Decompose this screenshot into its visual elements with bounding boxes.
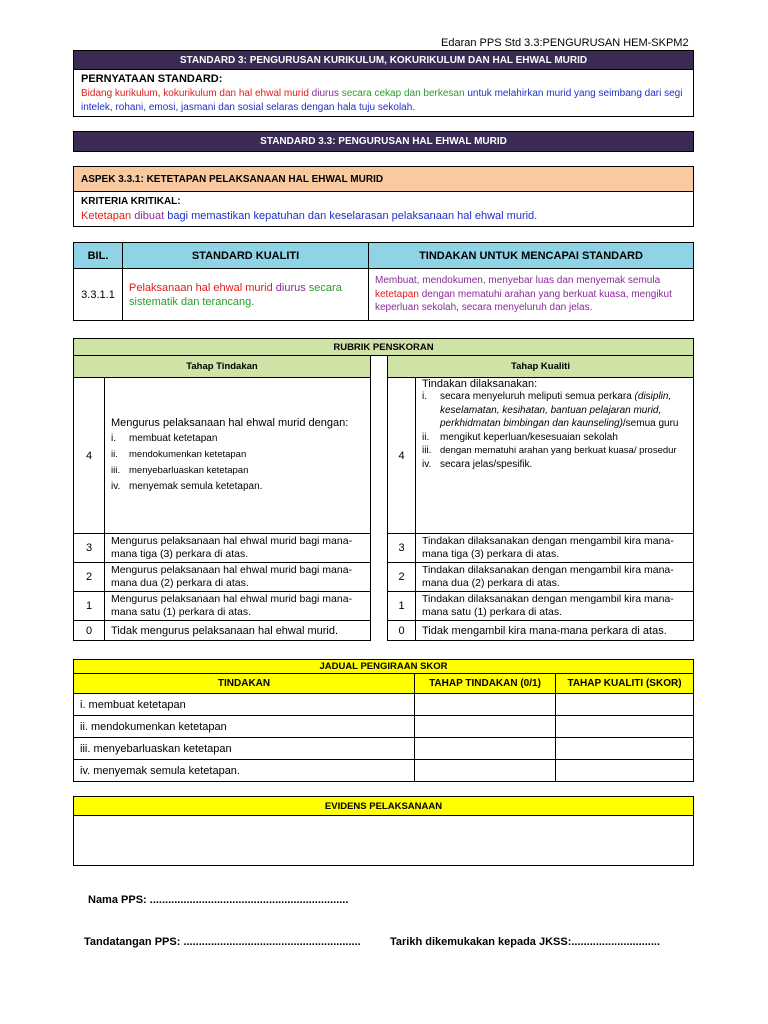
col-tindakan-score: TINDAKAN	[74, 674, 415, 694]
score-1-left: 1	[74, 592, 105, 621]
right-score3-description: Tindakan dilaksanakan dengan mengambil kira mana-mana tiga (3) perkara di atas.	[416, 534, 694, 563]
tindakan-text: Membuat, mendokumen, menyebar luas dan menyemak semula ketetapan dengan mematuhi arahan yang berkuat kuasa, mengikut keperluan sekolah, secara menyeluruh dan jelas.	[369, 269, 694, 321]
tarikh-line: Tarikh dikemukakan kepada JKSS:.............................	[390, 936, 661, 948]
tahap-kualiti-cell[interactable]	[556, 738, 694, 760]
score-0-left: 0	[74, 621, 105, 641]
score-3-left: 3	[74, 534, 105, 563]
left-score2-description: Mengurus pelaksanaan hal ehwal murid bagi mana-mana dua (2) perkara di atas.	[105, 563, 371, 592]
col-standard-kualiti: STANDARD KUALITI	[123, 243, 369, 269]
score-3-right: 3	[388, 534, 416, 563]
tarikh-field[interactable]: .............................	[571, 936, 661, 948]
rubric-right-table	[387, 355, 694, 641]
evidence-block	[73, 796, 694, 866]
score-2-right: 2	[388, 563, 416, 592]
statement-label: PERNYATAAN STANDARD:	[81, 73, 223, 85]
score-table-title: JADUAL PENGIRAAN SKOR	[74, 660, 694, 674]
nama-pps-line: Nama PPS: .................................................................	[88, 894, 349, 906]
document-reference: Edaran PPS Std 3.3:PENGURUSAN HEM-SKPM2	[441, 37, 689, 49]
tahap-tindakan-cell[interactable]	[415, 738, 556, 760]
standard33-title: STANDARD 3.3: PENGURUSAN HAL EHWAL MURID	[73, 131, 694, 152]
rubric-left-table	[73, 355, 371, 641]
left-score0-description: Tidak mengurus pelaksanaan hal ehwal murid.	[105, 621, 371, 641]
col-tahap-tindakan: TAHAP TINDAKAN (0/1)	[415, 674, 556, 694]
score-table	[73, 659, 694, 782]
col-tahap-kualiti: TAHAP KUALITI (SKOR)	[556, 674, 694, 694]
score-4-left: 4	[74, 378, 105, 534]
tahap-kualiti-cell[interactable]	[556, 694, 694, 716]
evidence-input-area[interactable]	[74, 816, 693, 866]
bil-value: 3.3.1.1	[74, 269, 123, 321]
tandatangan-pps-line: Tandatangan PPS: ..........................................................	[84, 936, 361, 948]
score-4-right: 4	[388, 378, 416, 534]
evidence-title: EVIDENS PELAKSANAAN	[74, 797, 693, 816]
standard-kualiti-text: Pelaksanaan hal ehwal murid diurus secara sistematik dan terancang.	[123, 269, 369, 321]
score-2-left: 2	[74, 563, 105, 592]
tahap-tindakan-cell[interactable]	[415, 716, 556, 738]
right-score1-description: Tindakan dilaksanakan dengan mengambil kira mana-mana satu (1) perkara di atas.	[416, 592, 694, 621]
score-1-right: 1	[388, 592, 416, 621]
score-row-label: i. membuat ketetapan	[74, 694, 415, 716]
standard3-block	[73, 50, 694, 117]
page-number: 2	[682, 37, 689, 49]
tahap-tindakan-header: Tahap Tindakan	[74, 356, 371, 378]
tahap-kualiti-cell[interactable]	[556, 716, 694, 738]
left-score4-description: Mengurus pelaksanaan hal ehwal murid dengan: i. membuat ketetapan ii. mendokumenkan ketetapan iii. menyebarluaskan ketetapan iv. menyemak semula ketetapan.	[105, 378, 371, 534]
tahap-kualiti-header: Tahap Kualiti	[388, 356, 694, 378]
left-score3-description: Mengurus pelaksanaan hal ehwal murid bagi mana-mana tiga (3) perkara di atas.	[105, 534, 371, 563]
aspek-title: ASPEK 3.3.1: KETETAPAN PELAKSANAAN HAL EHWAL MURID	[74, 167, 693, 192]
tandatangan-pps-field[interactable]: ..........................................................	[183, 936, 361, 948]
aspek-block	[73, 166, 694, 227]
criteria-text: Ketetapan dibuat bagi memastikan kepatuhan dan keselarasan pelaksanaan hal ehwal murid.	[81, 210, 538, 222]
score-row-label: iv. menyemak semula ketetapan.	[74, 760, 415, 782]
col-bil: BIL.	[74, 243, 123, 269]
right-score2-description: Tindakan dilaksanakan dengan mengambil kira mana-mana dua (2) perkara di atas.	[416, 563, 694, 592]
score-row-label: iii. menyebarluaskan ketetapan	[74, 738, 415, 760]
standard3-title: STANDARD 3: PENGURUSAN KURIKULUM, KOKURIKULUM DAN HAL EHWAL MURID	[74, 51, 693, 70]
score-row-label: ii. mendokumenkan ketetapan	[74, 716, 415, 738]
nama-pps-field[interactable]: .................................................................	[149, 894, 349, 906]
tahap-tindakan-cell[interactable]	[415, 694, 556, 716]
left-score1-description: Mengurus pelaksanaan hal ehwal murid bagi mana-mana satu (1) perkara di atas.	[105, 592, 371, 621]
score-0-right: 0	[388, 621, 416, 641]
criteria-label: KRITERIA KRITIKAL:	[81, 196, 181, 207]
right-score4-description: Tindakan dilaksanakan: i. secara menyeluruh meliputi semua perkara (disiplin, keselamatan, kesihatan, bantuan pelajaran murid, perkhidmatan bimbingan dan kaunseling)/semua guru ii. mengikut keperluan/kesesuaian sekolah iii. dengan mematuhi arahan yang berkuat kuasa/ prosedur iv. secara jelas/spesifik.	[416, 378, 694, 534]
quality-table	[73, 242, 694, 321]
tahap-kualiti-cell[interactable]	[556, 760, 694, 782]
tahap-tindakan-cell[interactable]	[415, 760, 556, 782]
rubric-title: RUBRIK PENSKORAN	[73, 338, 694, 356]
col-tindakan: TINDAKAN UNTUK MENCAPAI STANDARD	[369, 243, 694, 269]
right-score0-description: Tidak mengambil kira mana-mana perkara di atas.	[416, 621, 694, 641]
statement-text: Bidang kurikulum, kokurikulum dan hal ehwal murid diurus secara cekap dan berkesan untuk melahirkan murid yang seimbang dari segi intelek, rohani, emosi, jasmani dan sosial selaras dengan hala tuju sekolah.	[81, 88, 683, 113]
